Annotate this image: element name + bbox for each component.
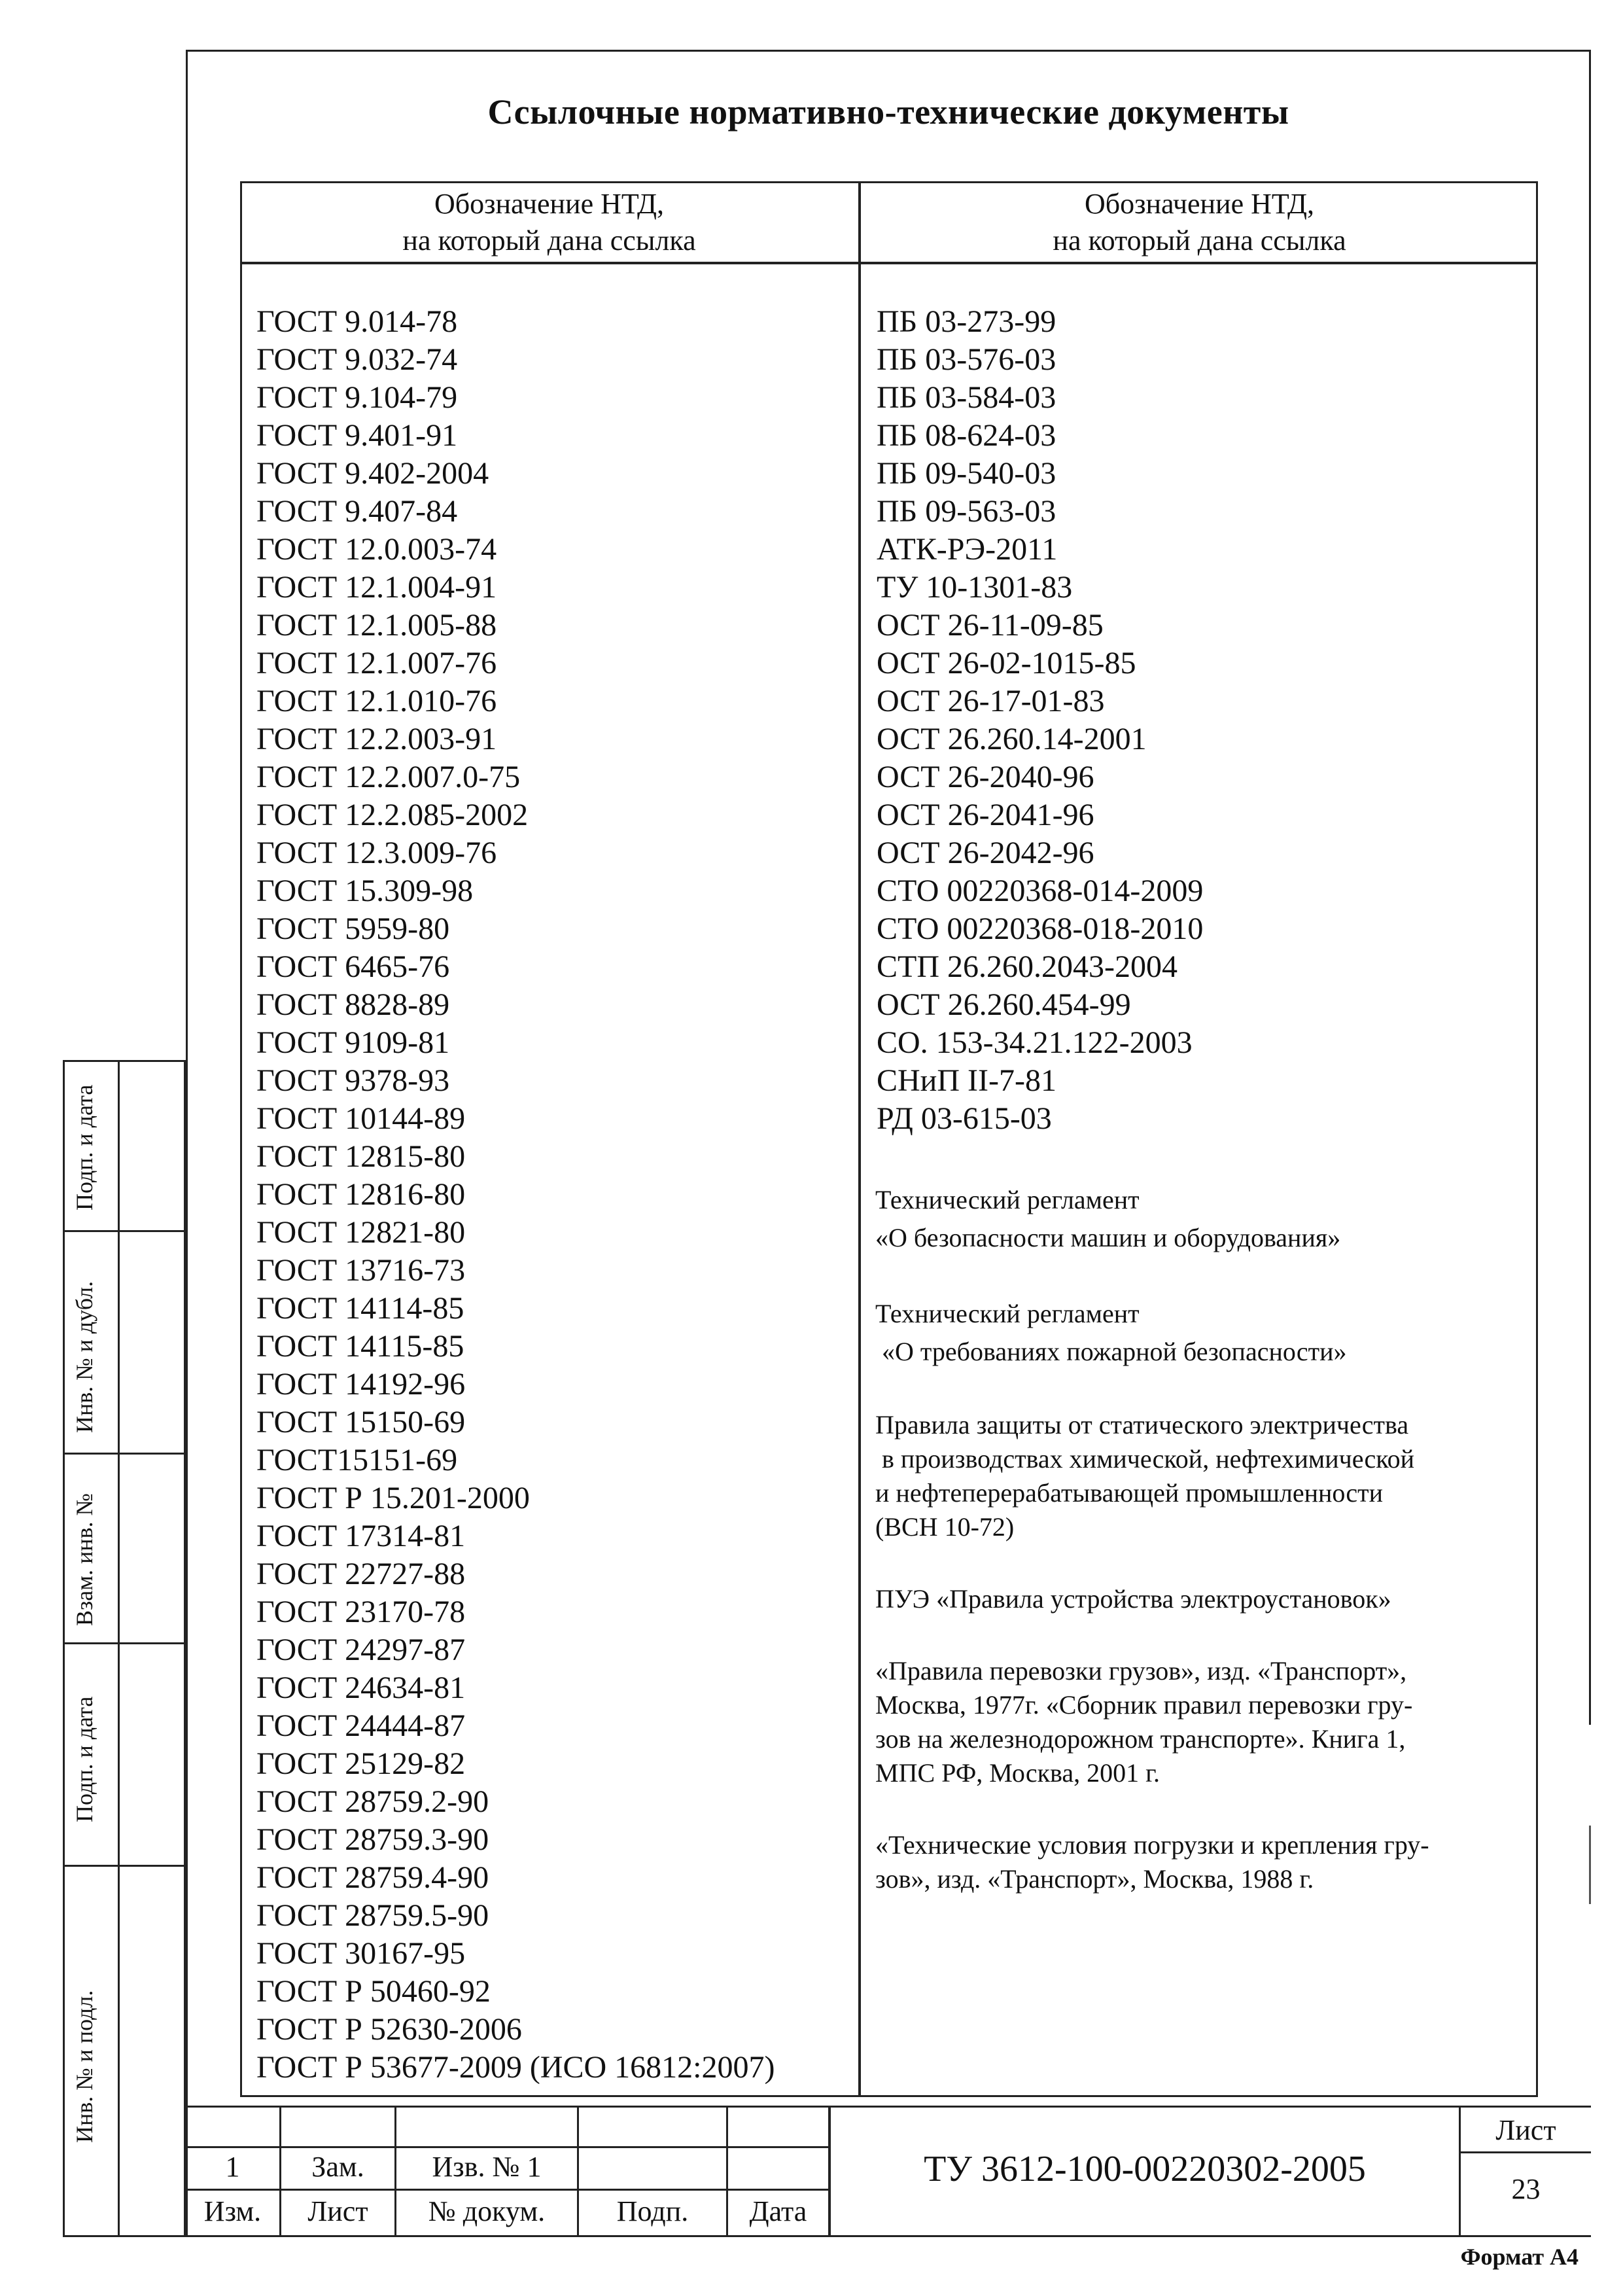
change-notice: Изв. № 1 <box>432 2151 542 2183</box>
right-document-item: ОСТ 26-02-1015-85 <box>877 646 1136 680</box>
left-document-item: ГОСТ Р 52630-2006 <box>256 2012 522 2047</box>
header-izm: Изм. <box>203 2195 262 2227</box>
left-document-item: ГОСТ 12.2.007.0-75 <box>256 760 521 794</box>
right-document-item: СО. 153-34.21.122-2003 <box>877 1025 1193 1060</box>
left-document-item: ГОСТ 13716-73 <box>256 1253 466 1288</box>
left-document-item: ГОСТ 12.1.007-76 <box>256 646 497 680</box>
right-document-item: ОСТ 26-2041-96 <box>877 798 1094 832</box>
left-document-item: ГОСТ 14114-85 <box>256 1291 464 1326</box>
regulation-1-name: «О безопасности машин и оборудования» <box>875 1223 1341 1252</box>
left-document-item: ГОСТ 9.104-79 <box>256 380 458 415</box>
header-signature: Подп. <box>616 2195 689 2227</box>
right-document-item: СНиП II-7-81 <box>877 1063 1056 1098</box>
left-document-item: ГОСТ 23170-78 <box>256 1595 466 1629</box>
header-date: Дата <box>749 2195 807 2227</box>
left-document-item: ГОСТ 30167-95 <box>256 1936 466 1971</box>
left-document-item: ГОСТ 14115-85 <box>256 1329 464 1364</box>
cargo-rules-line-2: Москва, 1977г. «Сборник правил перевозки гру- <box>875 1690 1413 1720</box>
right-document-item: ПБ 08-624-03 <box>877 418 1056 453</box>
header-doc-number: № докум. <box>428 2195 546 2227</box>
change-type: Зам. <box>311 2151 364 2183</box>
left-document-item: ГОСТ Р 53677-2009 (ИСО 16812:2007) <box>256 2050 775 2085</box>
header-list: Лист <box>307 2195 368 2227</box>
right-document-item: ОСТ 26-17-01-83 <box>877 684 1105 718</box>
right-document-item: ОСТ 26-11-09-85 <box>877 608 1104 643</box>
left-document-item: ГОСТ Р 15.201-2000 <box>256 1481 530 1515</box>
cargo-rules-line-3: зов на железнодорожном транспорте». Книга 1, <box>875 1724 1406 1754</box>
right-document-item: АТК-РЭ-2011 <box>877 532 1058 567</box>
table-column-divider <box>858 181 861 2097</box>
paper-format: Формат А4 <box>1460 2244 1579 2270</box>
cargo-rules-line-1: «Правила перевозки грузов», изд. «Транспорт», <box>875 1656 1407 1686</box>
static-rules-line-3: и нефтеперерабатывающей промышленности <box>875 1478 1384 1508</box>
right-document-item: ОСТ 26.260.454-99 <box>877 987 1131 1022</box>
left-document-item: ГОСТ 10144-89 <box>256 1101 466 1136</box>
right-document-item: ТУ 10-1301-83 <box>877 570 1073 605</box>
right-document-item: РД 03-615-03 <box>877 1101 1052 1136</box>
left-document-item: ГОСТ 5959-80 <box>256 911 450 946</box>
page-frame-right-edge <box>1589 50 1591 1725</box>
right-document-item: ОСТ 26.260.14-2001 <box>877 722 1147 756</box>
left-document-item: ГОСТ 12816-80 <box>256 1177 466 1212</box>
left-document-item: ГОСТ 12815-80 <box>256 1139 466 1174</box>
left-document-item: ГОСТ 6465-76 <box>256 949 450 984</box>
right-document-item: ПБ 03-273-99 <box>877 304 1056 339</box>
stamp-podp-data-1: Подп. и дата <box>71 1084 97 1210</box>
static-rules-line-1: Правила защиты от статического электричества <box>875 1410 1409 1439</box>
change-number: 1 <box>225 2151 240 2183</box>
left-document-item: ГОСТ 14192-96 <box>256 1367 466 1402</box>
left-document-item: ГОСТ 9.032-74 <box>256 342 458 377</box>
stamp-inv-podl: Инв. № и подл. <box>71 1990 97 2143</box>
left-document-item: ГОСТ 12.1.004-91 <box>256 570 497 605</box>
page-title: Ссылочные нормативно-технические документы <box>487 92 1289 132</box>
header-left-line-1: Обозначение НТД, <box>434 188 665 220</box>
left-document-item: ГОСТ 22727-88 <box>256 1557 466 1591</box>
left-document-item: ГОСТ 9109-81 <box>256 1025 450 1060</box>
left-document-item: ГОСТ 28759.3-90 <box>256 1822 489 1857</box>
right-document-item: ПБ 09-540-03 <box>877 456 1056 491</box>
left-document-item: ГОСТ 12.1.005-88 <box>256 608 497 643</box>
sheet-number: 23 <box>1511 2173 1541 2205</box>
left-document-item: ГОСТ 9.401-91 <box>256 418 458 453</box>
left-document-item: ГОСТ 28759.2-90 <box>256 1784 489 1819</box>
sheet-label: Лист <box>1495 2114 1556 2146</box>
left-document-item: ГОСТ 25129-82 <box>256 1746 466 1781</box>
right-document-item: ПБ 09-563-03 <box>877 494 1056 529</box>
left-document-item: ГОСТ 28759.5-90 <box>256 1898 489 1933</box>
regulation-1-title: Технический регламент <box>875 1185 1140 1214</box>
document-number: ТУ 3612-100-00220302-2005 <box>924 2149 1366 2189</box>
left-document-item: ГОСТ 24444-87 <box>256 1708 466 1743</box>
static-rules-line-4: (ВСН 10-72) <box>875 1512 1015 1542</box>
left-document-item: ГОСТ 15.309-98 <box>256 874 474 908</box>
regulation-2-title: Технический регламент <box>875 1299 1140 1328</box>
table-header-right <box>861 186 1538 259</box>
left-document-item: ГОСТ 12.1.010-76 <box>256 684 497 718</box>
left-document-item: ГОСТ 28759.4-90 <box>256 1860 489 1895</box>
cargo-rules-line-4: МПС РФ, Москва, 2001 г. <box>875 1758 1161 1788</box>
regulation-2-name: «О требованиях пожарной безопасности» <box>875 1337 1347 1366</box>
left-document-item: ГОСТ 12.0.003-74 <box>256 532 497 567</box>
static-rules-line-2: в производствах химической, нефтехимической <box>875 1444 1415 1474</box>
right-document-item: СТО 00220368-014-2009 <box>877 874 1204 908</box>
pue-rules: ПУЭ «Правила устройства электроустановок» <box>875 1584 1391 1614</box>
loading-conditions-line-2: зов», изд. «Транспорт», Москва, 1988 г. <box>875 1864 1314 1894</box>
left-document-item: ГОСТ15151-69 <box>256 1443 458 1477</box>
page-frame-right-edge-lower <box>1589 1826 1591 1904</box>
left-document-item: ГОСТ 8828-89 <box>256 987 450 1022</box>
table-header-left <box>240 186 858 259</box>
stamp-podp-data-2: Подп. и дата <box>71 1696 97 1822</box>
left-document-item: ГОСТ 9378-93 <box>256 1063 450 1098</box>
stamp-vzam-inv: Взам. инв. № <box>71 1493 97 1626</box>
stamp-inv-dubl: Инв. № и дубл. <box>71 1280 97 1433</box>
left-document-item: ГОСТ 9.014-78 <box>256 304 458 339</box>
left-document-item: ГОСТ 12821-80 <box>256 1215 466 1250</box>
right-document-item: ОСТ 26-2042-96 <box>877 836 1094 870</box>
table-header-divider <box>240 262 1538 264</box>
left-document-item: ГОСТ Р 50460-92 <box>256 1974 491 2009</box>
right-document-item: ПБ 03-576-03 <box>877 342 1056 377</box>
right-document-item: ОСТ 26-2040-96 <box>877 760 1094 794</box>
loading-conditions-line-1: «Технические условия погрузки и крепления гру- <box>875 1830 1429 1860</box>
left-document-item: ГОСТ 17314-81 <box>256 1519 466 1553</box>
header-right-line-2: на который дана ссылка <box>1053 224 1346 256</box>
right-document-item: СТП 26.260.2043-2004 <box>877 949 1178 984</box>
right-document-item: ПБ 03-584-03 <box>877 380 1056 415</box>
right-document-item: СТО 00220368-018-2010 <box>877 911 1204 946</box>
left-document-item: ГОСТ 12.2.085-2002 <box>256 798 529 832</box>
right-document-list <box>877 303 1203 1138</box>
left-document-item: ГОСТ 9.402-2004 <box>256 456 489 491</box>
header-right-line-1: Обозначение НТД, <box>1084 188 1315 220</box>
left-document-item: ГОСТ 12.2.003-91 <box>256 722 497 756</box>
left-document-item: ГОСТ 12.3.009-76 <box>256 836 497 870</box>
left-document-item: ГОСТ 24297-87 <box>256 1633 466 1667</box>
left-document-list <box>256 303 775 2087</box>
header-left-line-2: на который дана ссылка <box>402 224 696 256</box>
left-document-item: ГОСТ 24634-81 <box>256 1670 466 1705</box>
left-document-item: ГОСТ 9.407-84 <box>256 494 458 529</box>
left-document-item: ГОСТ 15150-69 <box>256 1405 466 1439</box>
